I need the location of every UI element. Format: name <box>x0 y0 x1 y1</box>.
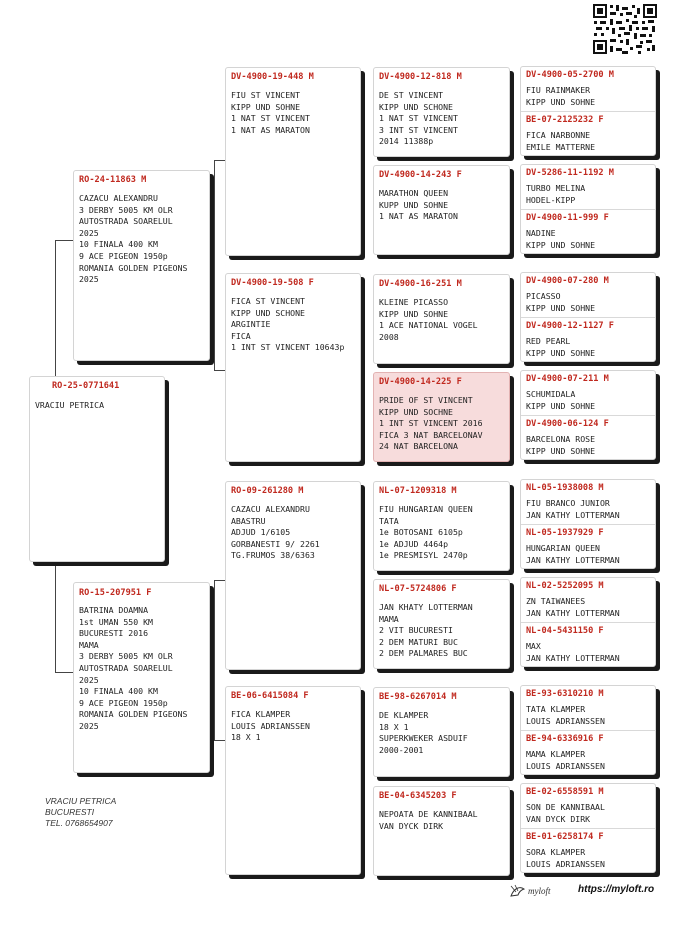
pigeon-line: DE ST VINCENT <box>379 90 444 100</box>
pigeon-line: VAN DYCK DIRK <box>526 813 591 824</box>
connector <box>55 240 73 241</box>
ring-number: BE-98-6267014 M <box>379 692 457 702</box>
pigeon-line: 2 DEM MATURI BUC <box>379 636 458 647</box>
ring-number: RO-09-261280 M <box>231 486 304 496</box>
connector <box>214 580 215 740</box>
logo-text: myloft <box>528 886 551 896</box>
pigeon-line: CAZACU ALEXANDRU <box>79 193 158 203</box>
pigeon-line: 1 NAT ST VINCENT <box>231 113 310 124</box>
pigeon-line: 1 INT ST VINCENT 10643p <box>231 342 345 353</box>
ring-number: BE-93-6310210 M <box>526 689 604 699</box>
pigeon-line: ROMANIA GOLDEN PIGEONS <box>79 262 188 273</box>
ring-number: DV-4900-07-280 M <box>526 276 609 286</box>
pigeon-line: KIPP UND SOCHNE <box>379 406 453 417</box>
pigeon-line: MAMA KLAMPER <box>526 749 586 759</box>
pigeon-line: SCHUMIDALA <box>526 389 576 399</box>
pigeon-line: JAN KHATY LOTTERMAN <box>379 602 473 612</box>
pigeon-line: PICASSO <box>526 291 561 301</box>
pigeon-line: 2025 <box>79 674 99 685</box>
pigeon-line: FICA 3 NAT BARCELONAV <box>379 429 483 440</box>
ring-number: BE-01-6258174 F <box>526 832 604 842</box>
ancestor-pair-card[interactable] <box>520 164 656 254</box>
pigeon-line: 1e ADJUD 4464p <box>379 538 449 549</box>
pigeon-line: KIPP UND SOHNE <box>526 302 596 313</box>
pigeon-line: LOUIS ADRIANSSEN <box>526 858 605 869</box>
pigeon-line: 1 INT ST VINCENT 2016 <box>379 418 483 429</box>
breeder-city: BUCURESTI <box>45 807 95 817</box>
ancestor-pair-card[interactable] <box>520 66 656 156</box>
connector <box>210 672 215 673</box>
connector <box>55 240 56 377</box>
pigeon-line: KIPP UND SOHNE <box>526 445 596 456</box>
ring-number: DV-4900-16-251 M <box>379 279 462 289</box>
ancestor-pair-card[interactable] <box>520 272 656 362</box>
ring-number: NL-04-5431150 F <box>526 626 604 636</box>
pigeon-line: FIU HUNGARIAN QUEEN <box>379 504 473 514</box>
ring-number: NL-07-5724806 F <box>379 584 457 594</box>
pigeon-line: AUTOSTRADA SOARELUL <box>79 662 173 673</box>
ring-number: DV-4900-06-124 F <box>526 419 609 429</box>
pigeon-line: 10 FINALA 400 KM <box>79 686 158 697</box>
pigeon-line: SON DE KANNIBAAL <box>526 802 605 812</box>
pigeon-line: CAZACU ALEXANDRU <box>231 504 310 514</box>
ring-number: RO-15-207951 F <box>79 588 152 598</box>
sire-card[interactable] <box>73 170 210 361</box>
grandparent-card[interactable] <box>225 273 361 462</box>
pigeon-line: NEPOATA DE KANNIBAAL <box>379 809 478 819</box>
pigeon-line: AUTOSTRADA SOARELUL <box>79 216 173 227</box>
pigeon-line: MAX <box>526 641 541 651</box>
ring-number: DV-4900-05-2700 M <box>526 70 614 80</box>
pigeon-line: BUCURESTI 2016 <box>79 628 149 639</box>
ring-number: RO-25-0771641 <box>52 381 120 391</box>
pigeon-line: HODEL-KIPP <box>526 194 576 205</box>
pigeon-line: 1e PRESMISYL 2470p <box>379 550 468 561</box>
connector <box>55 565 56 672</box>
divider <box>521 317 655 318</box>
pigeon-line: BARCELONA ROSE <box>526 434 596 444</box>
ring-number: BE-06-6415084 F <box>231 691 309 701</box>
subject-card[interactable] <box>29 376 165 562</box>
divider <box>521 415 655 416</box>
pigeon-line: KIPP UND SOHNE <box>526 347 596 358</box>
pigeon-line: PRIDE OF ST VINCENT <box>379 395 473 405</box>
pigeon-line: 2008 <box>379 331 399 342</box>
great-grandparent-card[interactable] <box>373 481 510 571</box>
ring-number: BE-04-6345203 F <box>379 791 457 801</box>
pigeon-line: KIPP UND SOHNE <box>379 308 449 319</box>
ring-number: DV-5286-11-1192 M <box>526 168 614 178</box>
pigeon-line: TURBO MELINA <box>526 183 586 193</box>
pigeon-line: TATA KLAMPER <box>526 704 586 714</box>
pigeon-line: DE KLAMPER <box>379 710 429 720</box>
pigeon-line: KUPP UND SOHNE <box>379 199 449 210</box>
ring-number: DV-4900-14-243 F <box>379 170 462 180</box>
ring-number: NL-02-5252095 M <box>526 581 604 591</box>
pigeon-line: EMILE MATTERNE <box>526 141 596 152</box>
pigeon-line: KIPP UND SCHONE <box>379 101 453 112</box>
pigeon-line: 2025 <box>79 720 99 731</box>
pigeon-line: JAN KATHY LOTTERMAN <box>526 652 620 663</box>
pigeon-line: VRACIU PETRICA <box>35 400 105 410</box>
qr-code <box>592 3 658 55</box>
pigeon-line: 2025 <box>79 227 99 238</box>
pigeon-line: ADJUD 1/6105 <box>231 527 291 538</box>
pigeon-line: 3 INT ST VINCENT <box>379 124 458 135</box>
pigeon-line: VAN DYCK DIRK <box>379 820 444 831</box>
pigeon-line: 2025 <box>79 274 99 285</box>
breeder-name: VRACIU PETRICA <box>45 796 117 806</box>
divider <box>521 209 655 210</box>
pigeon-line: 1 NAT AS MARATON <box>231 124 310 135</box>
pigeon-line: BATRINA DOAMNA <box>79 605 149 615</box>
divider <box>521 828 655 829</box>
pigeon-line: 18 X 1 <box>379 721 409 732</box>
grandparent-card[interactable] <box>225 67 361 256</box>
pigeon-line: 9 ACE PIGEON 1950p <box>79 250 168 261</box>
divider <box>521 524 655 525</box>
pigeon-line: 1e BOTOSANI 6105p <box>379 527 463 538</box>
ancestor-pair-card[interactable] <box>520 577 656 667</box>
pigeon-line: KIPP UND SOHNE <box>526 96 596 107</box>
pigeon-line: KIPP UND SOHNE <box>526 239 596 250</box>
pigeon-line: FICA <box>231 330 251 341</box>
pigeon-line: TATA <box>379 515 399 526</box>
pigeon-line: MAMA <box>379 613 399 624</box>
pigeon-line: JAN KATHY LOTTERMAN <box>526 554 620 565</box>
great-grandparent-card[interactable] <box>373 372 510 462</box>
ring-number: DV-4900-12-818 M <box>379 72 462 82</box>
connector <box>214 160 215 370</box>
pigeon-line: 18 X 1 <box>231 732 261 743</box>
ring-number: DV-4900-11-999 F <box>526 213 609 223</box>
grandparent-card[interactable] <box>225 481 361 670</box>
ring-number: DV-4900-07-211 M <box>526 374 609 384</box>
connector <box>214 740 225 741</box>
footer-url[interactable]: https://myloft.ro <box>578 884 655 895</box>
pigeon-line: HUNGARIAN QUEEN <box>526 543 600 553</box>
pigeon-line: FICA KLAMPER <box>231 709 291 719</box>
divider <box>521 622 655 623</box>
pigeon-line: SORA KLAMPER <box>526 847 586 857</box>
pigeon-line: FICA NARBONNE <box>526 130 591 140</box>
pigeon-line: 9 ACE PIGEON 1950p <box>79 697 168 708</box>
connector <box>214 580 225 581</box>
grandparent-card[interactable] <box>225 686 361 875</box>
ring-number: DV-4900-19-508 F <box>231 278 314 288</box>
pigeon-line: JAN KATHY LOTTERMAN <box>526 607 620 618</box>
pigeon-line: ZN TAIWANEES <box>526 596 586 606</box>
connector <box>214 370 225 371</box>
ring-number: BE-02-6558591 M <box>526 787 604 797</box>
great-grandparent-card[interactable] <box>373 274 510 364</box>
pigeon-line: 1 ACE NATIONAL VOGEL <box>379 320 478 331</box>
pigeon-line: JAN KATHY LOTTERMAN <box>526 509 620 520</box>
ring-number: DV-4900-12-1127 F <box>526 321 614 331</box>
ancestor-pair-card[interactable] <box>520 370 656 460</box>
pigeon-line: SUPERKWEKER ASDUIF <box>379 733 468 744</box>
pigeon-line: KIPP UND SOHNE <box>231 101 301 112</box>
ring-number: BE-94-6336916 F <box>526 734 604 744</box>
ring-number: DV-4900-19-448 M <box>231 72 314 82</box>
pigeon-line: NADINE <box>526 228 556 238</box>
ring-number: RO-24-11863 M <box>79 175 147 185</box>
pigeon-line: TG.FRUMOS 38/6363 <box>231 550 315 561</box>
pigeon-line: 1 NAT ST VINCENT <box>379 113 458 124</box>
ring-number: BE-07-2125232 F <box>526 115 604 125</box>
pigeon-line: RED PEARL <box>526 336 571 346</box>
divider <box>521 730 655 731</box>
pigeon-line: 3 DERBY 5005 KM OLR <box>79 204 173 215</box>
pigeon-line: FIU BRANCO JUNIOR <box>526 498 610 508</box>
pigeon-line: LOUIS ADRIANSSEN <box>231 720 310 731</box>
pigeon-line: KIPP UND SCHONE <box>231 307 305 318</box>
connector <box>55 672 73 673</box>
pigeon-line: 2 VIT BUCURESTI <box>379 625 453 636</box>
breeder-phone: TEL. 0768654907 <box>45 818 113 828</box>
pigeon-line: LOUIS ADRIANSSEN <box>526 715 605 726</box>
connector <box>214 160 225 161</box>
ring-number: NL-05-1938008 M <box>526 483 604 493</box>
myloft-logo <box>508 882 568 900</box>
pigeon-line: LOUIS ADRIANSSEN <box>526 760 605 771</box>
pigeon-line: 10 FINALA 400 KM <box>79 239 158 250</box>
pigeon-line: 1st UMAN 550 KM <box>79 616 153 627</box>
pigeon-line: GORBANESTI 9/ 2261 <box>231 538 320 549</box>
dam-card[interactable] <box>73 582 210 773</box>
ancestor-pair-card[interactable] <box>520 479 656 569</box>
pigeon-line: ABASTRU <box>231 515 266 526</box>
great-grandparent-card[interactable] <box>373 165 510 255</box>
divider <box>521 111 655 112</box>
pigeon-line: FIU RAINMAKER <box>526 85 591 95</box>
pigeon-line: ROMANIA GOLDEN PIGEONS <box>79 709 188 720</box>
pigeon-line: FICA ST VINCENT <box>231 296 305 306</box>
pigeon-line: ARGINTIE <box>231 319 271 330</box>
pigeon-line: 2 DEM PALMARES BUC <box>379 648 468 659</box>
pigeon-line: 24 NAT BARCELONA <box>379 441 458 452</box>
great-grandparent-card[interactable] <box>373 687 510 777</box>
pigeon-line: FIU ST VINCENT <box>231 90 301 100</box>
pigeon-line: 2000-2001 <box>379 744 424 755</box>
pigeon-icon <box>508 882 568 900</box>
great-grandparent-card[interactable] <box>373 67 510 157</box>
pigeon-line: MAMA <box>79 639 99 650</box>
ring-number: NL-05-1937929 F <box>526 528 604 538</box>
ring-number: NL-07-1209318 M <box>379 486 457 496</box>
great-grandparent-card[interactable] <box>373 579 510 669</box>
pigeon-line: 3 DERBY 5005 KM OLR <box>79 651 173 662</box>
pigeon-line: MARATHON QUEEN <box>379 188 449 198</box>
pigeon-line: 1 NAT AS MARATON <box>379 211 458 222</box>
connector <box>210 240 215 241</box>
breeder-info <box>45 796 116 829</box>
pigeon-line: 2014 11388p <box>379 136 434 147</box>
ancestor-pair-card[interactable] <box>520 685 656 775</box>
great-grandparent-card[interactable] <box>373 786 510 876</box>
pigeon-line: KIPP UND SOHNE <box>526 400 596 411</box>
ring-number: DV-4900-14-225 F <box>379 377 462 387</box>
ancestor-pair-card[interactable] <box>520 783 656 873</box>
pigeon-line: KLEINE PICASSO <box>379 297 449 307</box>
